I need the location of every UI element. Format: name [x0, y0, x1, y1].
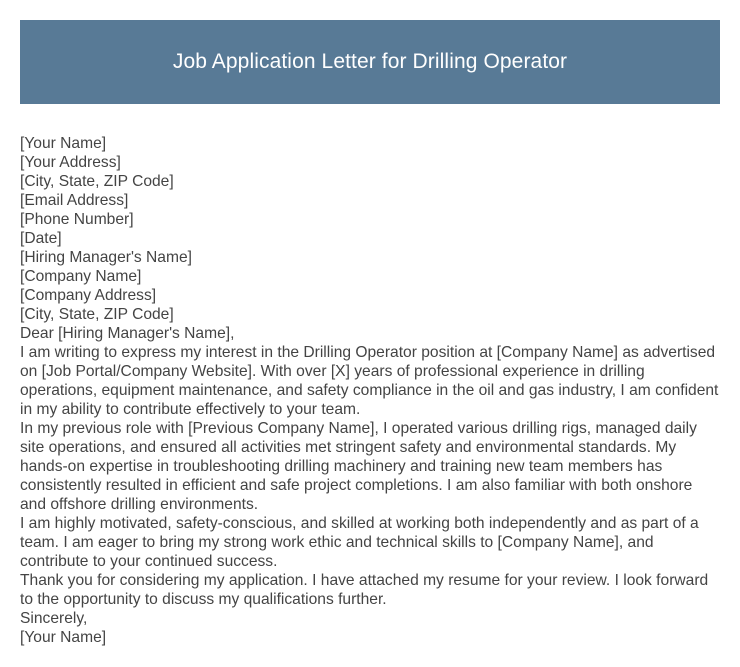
sender-phone: [Phone Number]	[20, 211, 134, 228]
sender-name: [Your Name]	[20, 135, 107, 152]
page-title: Job Application Letter for Drilling Operator	[172, 50, 568, 73]
signature: [Your Name]	[20, 629, 107, 646]
recipient-hiring-manager: [Hiring Manager's Name]	[20, 249, 192, 266]
letter-date: [Date]	[20, 230, 62, 247]
recipient-company-address: [Company Address]	[20, 287, 157, 304]
paragraph-intro: I am writing to express my interest in the Drilling Operator position at [Company Name] as advertised on [Job Portal/Company Website]. With over [X] years of professional experience in drilling operations, equipment maintenance, and safety compliance in the oil and gas industry, I am confident in my ability to contribute effectively to your team.	[20, 344, 719, 418]
header-banner	[20, 20, 720, 104]
sender-city-state-zip: [City, State, ZIP Code]	[20, 173, 174, 190]
recipient-company: [Company Name]	[20, 268, 142, 285]
sender-email: [Email Address]	[20, 192, 129, 209]
sender-address: [Your Address]	[20, 154, 121, 171]
salutation: Dear [Hiring Manager's Name],	[20, 325, 235, 342]
paragraph-qualities: I am highly motivated, safety-conscious, and skilled at working both independently and as part of a team. I am eager to bring my strong work ethic and technical skills to [Company Name], and contribute to your continued success.	[20, 515, 699, 570]
paragraph-experience: In my previous role with [Previous Company Name], I operated various drilling rigs, managed daily site operations, and ensured all activities met stringent safety and environmental standards. My hands-on expertise in troubleshooting drilling machinery and training new team members has consistently resulted in efficient and safe project completions. I am also familiar with both onshore and offshore drilling environments.	[20, 420, 697, 513]
letter-body	[20, 134, 722, 647]
closing: Sincerely,	[20, 610, 88, 627]
paragraph-closing: Thank you for considering my application. I have attached my resume for your review. I look forward to the opportunity to discuss my qualifications further.	[20, 572, 709, 608]
recipient-city-state-zip: [City, State, ZIP Code]	[20, 306, 174, 323]
